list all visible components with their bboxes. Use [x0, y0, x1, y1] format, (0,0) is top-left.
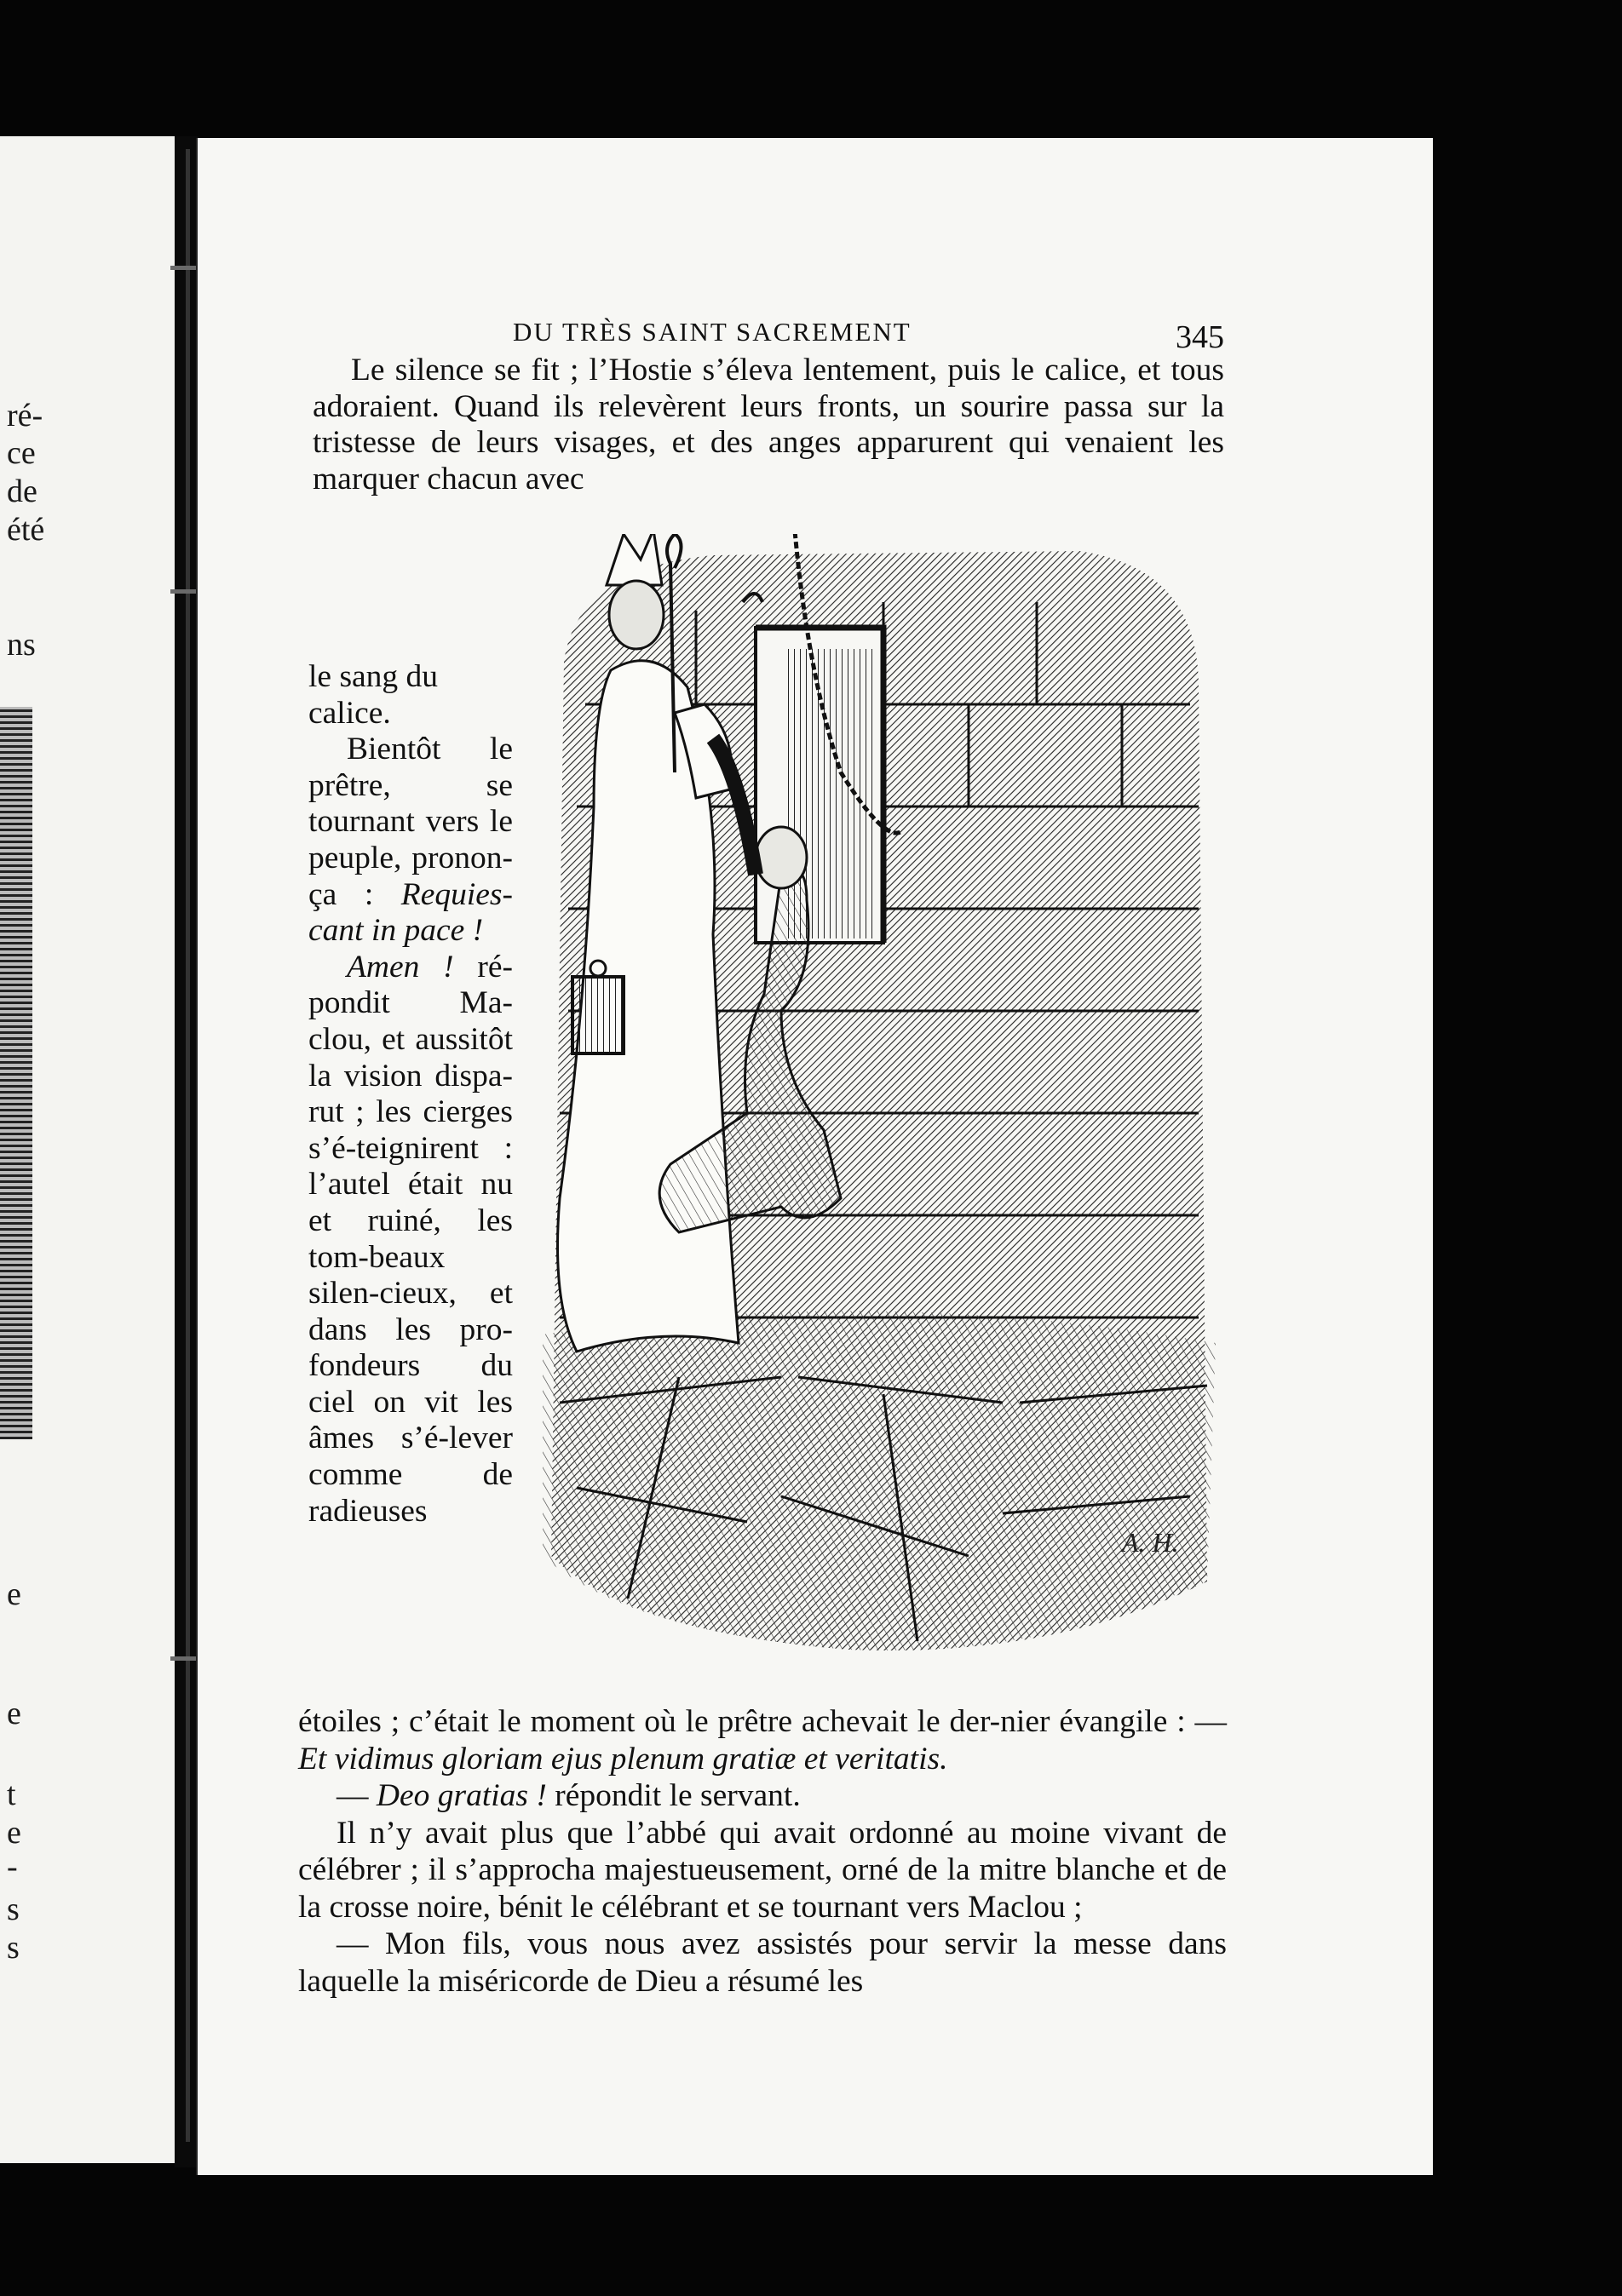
dash: — [336, 1778, 377, 1813]
paragraph-text: répondit le servant. [546, 1778, 801, 1813]
paragraph-abbe: Il n’y avait plus que l’abbé qui avait ordonné au moine vivant de célébrer ; il s’approcha majestueusement, orné de la mitre blanche et de la crosse noire, bénit le célébrant et se tournant vers Maclou ; [298, 1815, 1227, 1925]
left-page-engraving-edge [0, 707, 32, 1439]
left-facing-page [0, 136, 177, 2163]
engraving-illustration [526, 534, 1224, 1684]
paragraph-silence: Le silence se fit ; l’Hostie s’éleva lentement, puis le calice, et tous adoraient. Quand ils relevèrent leurs fronts, un sourire passa sur la tristesse de leurs visages, et des anges apparurent qui venaient les marquer chacun avec [313, 353, 1224, 497]
bishop-mitre [607, 534, 662, 585]
left-page-fragment: t [7, 1777, 16, 1812]
latin-phrase: Requies-cant in pace ! [308, 876, 513, 949]
paragraph-amen [308, 950, 513, 1530]
column-line: le sang du [308, 659, 439, 694]
flagstone-floor [543, 1311, 1216, 1650]
lower-text-block [298, 1703, 1227, 2000]
artist-signature: A. H. [1122, 1527, 1179, 1558]
binding-stitch [170, 1656, 199, 1661]
left-page-fragment: s [7, 1891, 20, 1927]
lantern [572, 977, 624, 1053]
running-head: DU TRÈS SAINT SACREMENT [513, 317, 912, 347]
left-page-fragment: de [7, 474, 37, 509]
column-line: calice. [308, 695, 391, 731]
book-page [196, 138, 1433, 2175]
left-page-fragment: s [7, 1930, 20, 1966]
paragraph-deo-gratias [298, 1777, 1227, 1815]
paragraph-mon-fils: — Mon fils, vous nous avez assistés pour servir la messe dans laquelle la miséricorde de Dieu a résumé les [298, 1926, 1227, 1999]
narrow-text-column [308, 659, 513, 1530]
latin-phrase: Et vidimus gloriam ejus plenum gratiæ et veritatis. [298, 1741, 948, 1777]
latin-phrase: Amen ! [347, 949, 454, 984]
paragraph-text: ré-pondit Ma-clou, et aussitôt la vision dispa-rut ; les cierges s’é-teignirent : l’autel était nu et ruiné, les tom-beaux silen-cieux, et dans les pro-fondeurs du ciel on vit les âmes s’é-lever comme de radieuses [308, 949, 513, 1529]
left-page-fragment: e [7, 1815, 21, 1851]
left-page-fragment: e [7, 1696, 21, 1731]
binding-line [186, 149, 190, 2142]
binding-stitch [170, 589, 199, 594]
bishop-face [609, 581, 664, 649]
latin-phrase: Deo gratias ! [376, 1778, 547, 1813]
boy-head [756, 827, 807, 888]
paragraph-etoiles [298, 1703, 1227, 1777]
left-page-fragment: ré- [7, 398, 43, 433]
paragraph-pretre [308, 732, 513, 950]
opening-paragraph [313, 353, 1224, 497]
left-page-fragment: e [7, 1576, 21, 1612]
left-page-fragment: - [7, 1849, 18, 1885]
left-page-fragment: été [7, 512, 45, 548]
left-page-fragment: ce [7, 435, 36, 471]
page-number: 345 [1176, 319, 1224, 355]
left-page-fragment: ns [7, 627, 36, 663]
binding-stitch [170, 266, 199, 270]
paragraph-text: Bientôt le prêtre, se tournant vers le peuple, pronon-ça : [308, 732, 513, 912]
paragraph-text: étoiles ; c’était le moment où le prêtre achevait le der-nier évangile : — [298, 1704, 1227, 1739]
